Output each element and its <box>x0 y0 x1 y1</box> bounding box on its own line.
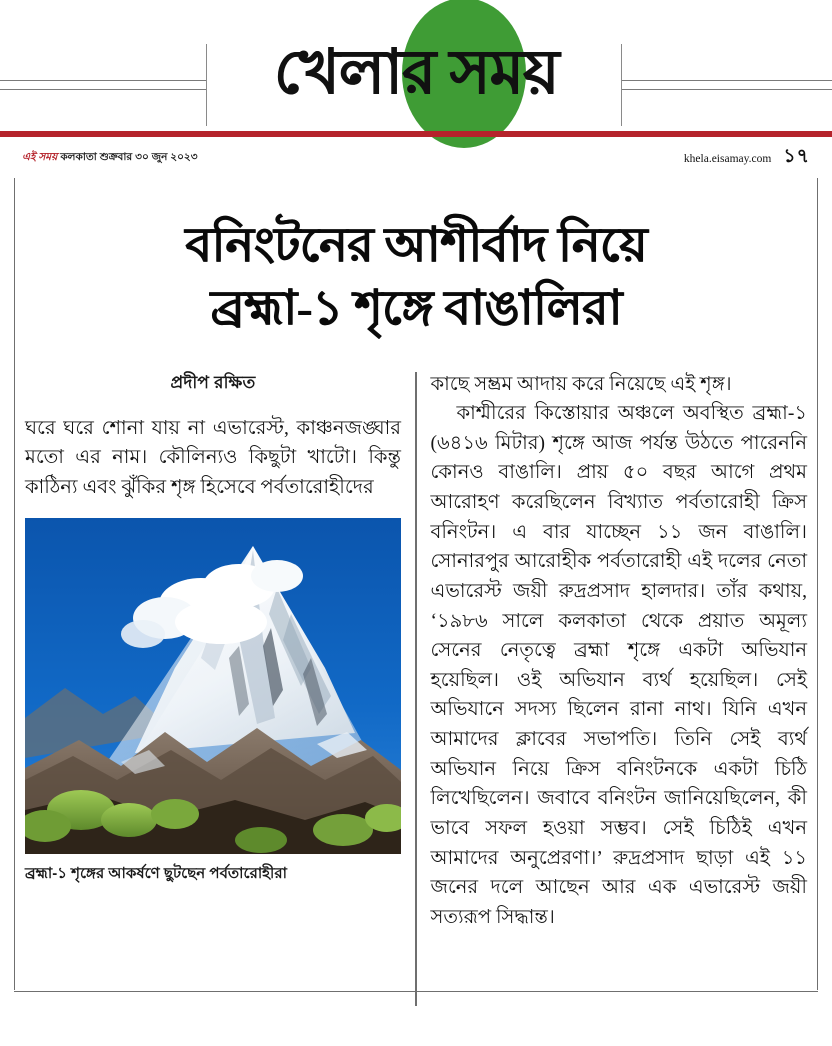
dateline-left <box>22 150 198 167</box>
dateline-place-date: কলকাতা শুক্রবার ৩০ জুন ২০২৩ <box>60 150 198 163</box>
dateline-right <box>684 142 810 174</box>
right-column-paragraph-1: কাছে সম্ভ্রম আদায় করে নিয়েছে এই শৃঙ্গ। <box>430 373 732 395</box>
masthead-title: খেলার সময় <box>273 39 559 107</box>
masthead <box>0 0 832 128</box>
article-columns <box>25 370 807 1046</box>
article-headline <box>25 210 807 337</box>
page-bottom-rule <box>14 991 818 993</box>
dateline-bar <box>0 143 832 173</box>
article-column-left <box>25 370 415 1046</box>
red-separator-rule <box>0 131 832 137</box>
article-container <box>14 178 818 990</box>
mountain-photo <box>25 518 401 854</box>
mountain-photo-illustration <box>25 518 401 854</box>
photo-caption: ব্রহ্মা-১ শৃঙ্গের আকর্ষণে ছুটছেন পর্বতারোহীরা <box>25 865 287 883</box>
masthead-logo-inner <box>268 18 565 128</box>
publication-brand: এই সময় <box>22 150 58 163</box>
headline-line-2: ব্রহ্মা-১ শৃঙ্গে বাঙালিরা <box>210 281 622 335</box>
page-number: ১৭ <box>783 146 810 167</box>
website-url[interactable]: khela.eisamay.com <box>683 153 772 165</box>
headline-line-1: বনিংটনের আশীর্বাদ নিয়ে <box>185 219 647 273</box>
article-byline: প্রদীপ রক্ষিত <box>170 372 256 392</box>
right-column-paragraph-2: কাশ্মীরের কিস্তোয়ার অঞ্চলে অবস্থিত ব্রহ্মা-১ (৬৪১৬ মিটার) শৃঙ্গে আজ পর্যন্ত উঠতে পারেননি কোনও বাঙালি। প্রায় ৫০ বছর আগে প্রথম আরোহণ করেছিলেন বিখ্যাত পর্বতারোহী ক্রিস বনিংটন। এ বার যাচ্ছেন ১১ জন বাঙালি। সোনারপুর আরোহীক পর্বতারোহী এই দলের নেতা এভারেস্ট জয়ী রুদ্রপ্রসাদ হালদার। তাঁর কথায়, ‘১৯৮৬ সালে কলকাতা থেকে প্রয়াত অমূল্য সেনের নেতৃত্বে ব্রহ্মা শৃঙ্গে একটা অভিযান হয়েছিল। ওই অভিযান ব্যর্থ হয়েছিল। সেই অভিযানে সদস্য ছিলেন রানা নাথ। যিনি এখন আমাদের ক্লাবের সভাপতি। তিনি সেই ব্যর্থ অভিযান নিয়ে ক্রিস বনিংটনকে একটা চিঠি লিখেছিলেন। জবাবে বনিংটন জানিয়েছিলেন, কী ভাবে সফল হওয়া সম্ভব। সেই চিঠিই এখন আমাদের অনুপ্রেরণা।’ রুদ্রপ্রসাদ ছাড়া এই ১১ জনের দলে আছেন আর এক এভারেস্ট জয়ী সত্যরূপ সিদ্ধান্ত। <box>430 403 807 928</box>
masthead-logo[interactable] <box>0 18 832 128</box>
article-column-right <box>417 370 808 1046</box>
left-column-body-text: ঘরে ঘরে শোনা যায় না এভারেস্ট, কাঞ্চনজঙ্ঘার মতো এর নাম। কৌলিন্যও কিছুটা খাটো। কিন্তু কাঠিন্য এবং ঝুঁকির শৃঙ্গ হিসেবে পর্বতারোহীদের <box>25 417 401 498</box>
